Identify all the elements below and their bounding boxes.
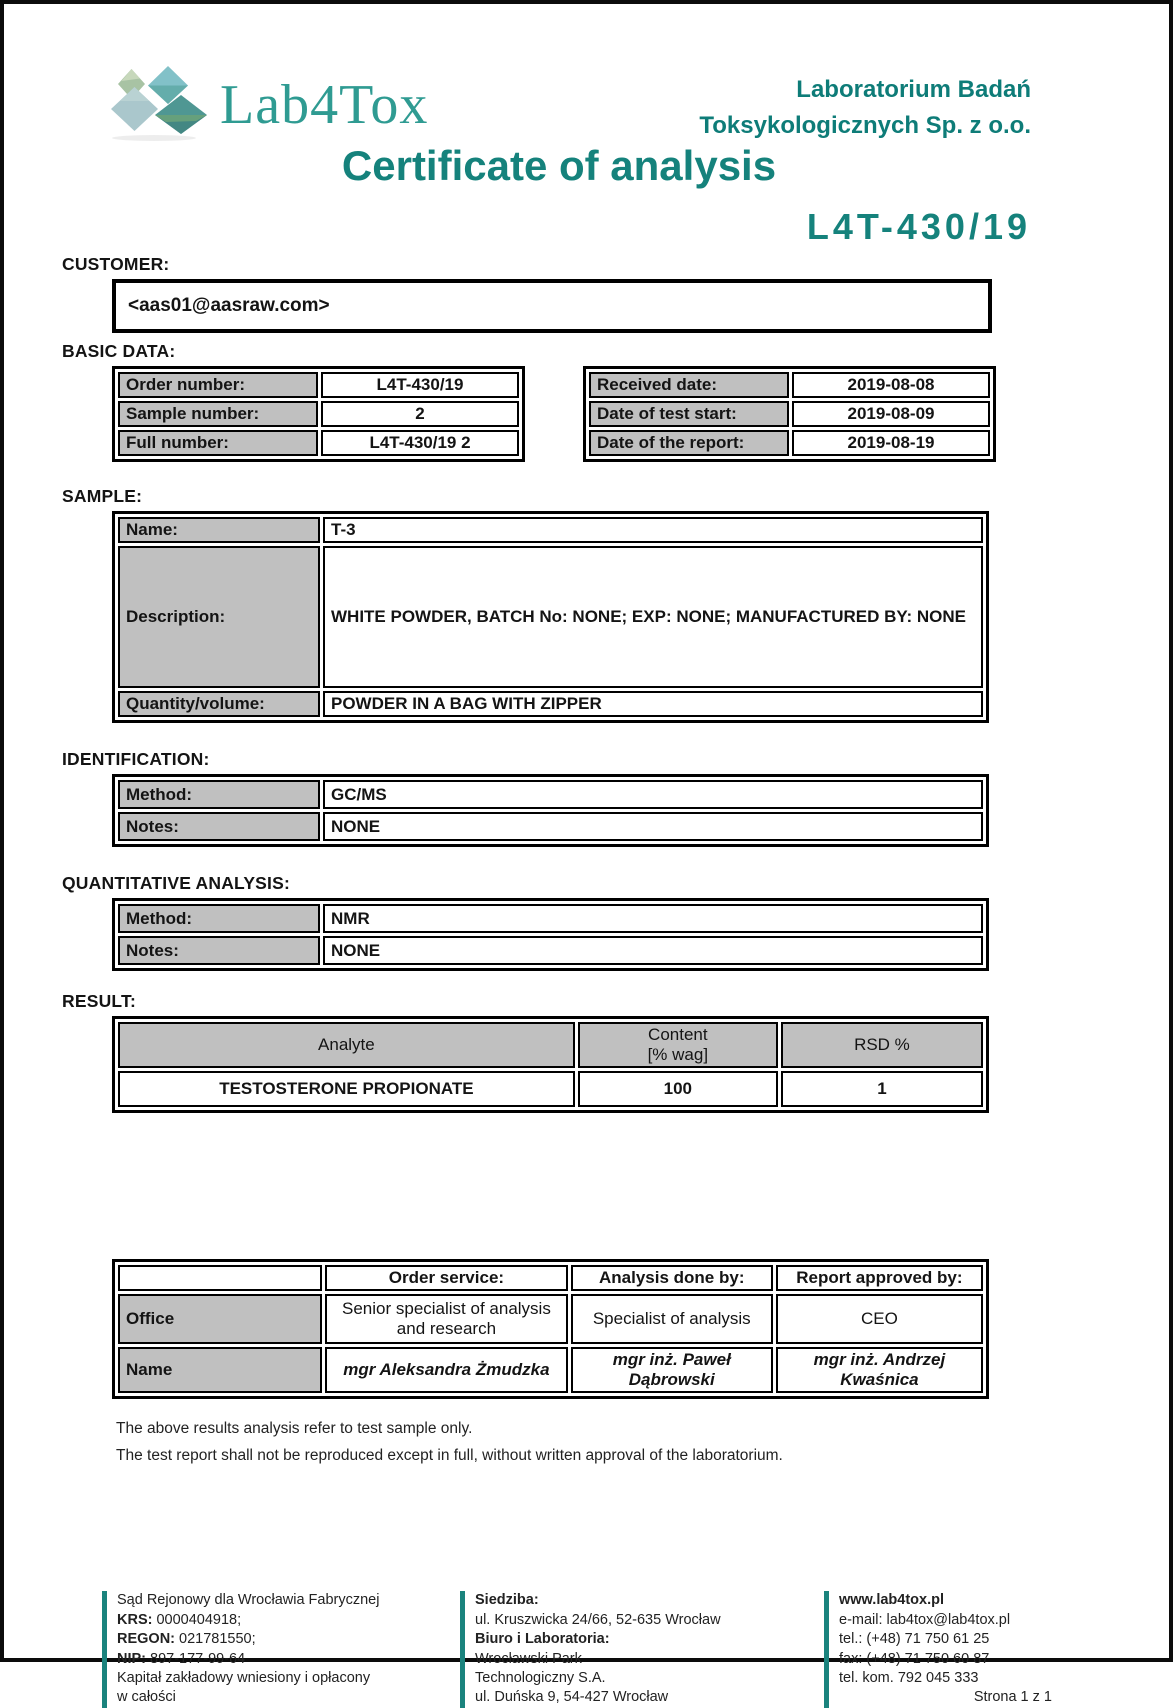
order-service-header: Order service: — [325, 1265, 568, 1291]
table-row — [118, 812, 983, 841]
result-content-value: 100 — [578, 1071, 778, 1107]
test-start-date-label: Date of test start: — [589, 401, 789, 427]
identification-notes-value: NONE — [323, 812, 983, 841]
sample-name-value: T-3 — [323, 517, 983, 543]
received-date-value: 2019-08-08 — [792, 372, 990, 398]
report-date-value: 2019-08-19 — [792, 430, 990, 456]
hq-label: Siedziba: — [475, 1592, 539, 1609]
logo-diamonds-icon — [108, 62, 216, 147]
name-analysis-done-by: mgr inż. Paweł Dąbrowski — [571, 1347, 773, 1393]
table-row — [118, 780, 983, 809]
sample-table — [112, 511, 989, 723]
disclaimer-line2: The test report shall not be reproduced except in full, without written approval of the laboratorium. — [116, 1447, 783, 1465]
sample-quantity-value: POWDER IN A BAG WITH ZIPPER — [323, 691, 983, 717]
sample-number-value: 2 — [321, 401, 519, 427]
header — [4, 4, 1169, 254]
footer-capital-line2: w całości — [117, 1689, 176, 1706]
quantitative-method-label: Method: — [118, 904, 320, 933]
sample-quantity-label: Quantity/volume: — [118, 691, 320, 717]
table-row — [118, 517, 983, 543]
footer-regon-line — [117, 1630, 432, 1649]
result-heading: RESULT: — [62, 991, 136, 1011]
report-date-label: Date of the report: — [589, 430, 789, 456]
office-report-approved-by: CEO — [776, 1294, 983, 1344]
name-order-service: mgr Aleksandra Żmudzka — [325, 1347, 568, 1393]
customer-email: <aas01@aasraw.com> — [128, 295, 330, 316]
result-content-header — [578, 1022, 778, 1068]
order-number-label: Order number: — [118, 372, 318, 398]
nip-value: 897-177-99-64 — [146, 1650, 246, 1667]
signatures-table — [112, 1259, 989, 1399]
telephone: tel.: (+48) 71 750 61 25 — [839, 1631, 990, 1648]
document-title: Certificate of analysis — [341, 142, 777, 189]
result-content-header-line1: Content — [648, 1025, 708, 1044]
table-row — [118, 1071, 983, 1107]
office-address-line2: Technologiczny S.A. — [475, 1669, 606, 1686]
result-analyte-header: Analyte — [118, 1022, 575, 1068]
identification-heading: IDENTIFICATION: — [62, 749, 210, 769]
table-row — [118, 372, 519, 398]
hq-address: ul. Kruszwicka 24/66, 52-635 Wrocław — [475, 1611, 721, 1628]
identification-table — [112, 774, 989, 847]
basic-data-tables — [112, 366, 1169, 462]
email: e-mail: lab4tox@lab4tox.pl — [839, 1611, 1011, 1628]
office-row-label: Office — [118, 1294, 322, 1344]
basic-data-right-table — [583, 366, 996, 462]
table-row — [118, 546, 983, 688]
name-row-label: Name — [118, 1347, 322, 1393]
page-indicator: Strona 1 z 1 — [973, 1689, 1052, 1706]
office-analysis-done-by: Specialist of analysis — [571, 1294, 773, 1344]
received-date-label: Received date: — [589, 372, 789, 398]
table-row — [589, 401, 990, 427]
full-number-value: L4T-430/19 2 — [321, 430, 519, 456]
quantitative-method-value: NMR — [323, 904, 983, 933]
krs-value: 0000404918; — [152, 1611, 242, 1628]
logo-wordmark: Lab4Tox — [220, 73, 429, 136]
report-approved-by-header: Report approved by: — [776, 1265, 983, 1291]
table-row — [118, 1347, 983, 1393]
identification-method-label: Method: — [118, 780, 320, 809]
table-row — [118, 936, 983, 965]
footer-court-line: Sąd Rejonowy dla Wrocławia Fabrycznej — [117, 1592, 380, 1609]
disclaimer — [116, 1415, 1169, 1469]
sample-number-label: Sample number: — [118, 401, 318, 427]
disclaimer-line1: The above results analysis refer to test sample only. — [116, 1420, 473, 1437]
table-row — [118, 401, 519, 427]
footer-krs-line — [117, 1611, 432, 1630]
table-header-row — [118, 1022, 983, 1068]
quantitative-heading: QUANTITATIVE ANALYSIS: — [62, 873, 291, 893]
footer-registry-column — [102, 1591, 432, 1708]
table-row — [589, 372, 990, 398]
result-table — [112, 1016, 989, 1113]
analysis-done-by-header: Analysis done by: — [571, 1265, 773, 1291]
regon-label: REGON: — [117, 1631, 175, 1648]
result-content-header-line2: [% wag] — [647, 1045, 709, 1064]
basic-data-heading: BASIC DATA: — [62, 341, 176, 361]
regon-value: 021781550; — [175, 1631, 256, 1648]
office-address-line3: ul. Duńska 9, 54-427 Wrocław — [475, 1689, 669, 1706]
customer-heading: CUSTOMER: — [62, 254, 170, 274]
signatures-corner-cell — [118, 1265, 322, 1291]
office-order-service: Senior specialist of analysis and research — [325, 1294, 568, 1344]
sample-description-label: Description: — [118, 546, 320, 688]
test-start-date-value: 2019-08-09 — [792, 401, 990, 427]
nip-label: NIP: — [117, 1650, 146, 1667]
footer-nip-line — [117, 1650, 432, 1669]
customer-box — [112, 279, 992, 333]
company-name-line2: Toksykologicznych Sp. z o.o. — [699, 112, 1031, 139]
full-number-label: Full number: — [118, 430, 318, 456]
table-row — [118, 691, 983, 717]
table-row — [118, 904, 983, 933]
result-rsd-value: 1 — [781, 1071, 983, 1107]
sample-heading: SAMPLE: — [62, 486, 143, 506]
table-header-row — [118, 1265, 983, 1291]
identification-notes-label: Notes: — [118, 812, 320, 841]
office-address-line1: Wrocławski Park — [475, 1650, 582, 1667]
name-report-approved-by: mgr inż. Andrzej Kwaśnica — [776, 1347, 983, 1393]
quantitative-notes-value: NONE — [323, 936, 983, 965]
order-number-value: L4T-430/19 — [321, 372, 519, 398]
sample-description-value: WHITE POWDER, BATCH No: NONE; EXP: NONE; MANUFACTURED BY: NONE — [323, 546, 983, 688]
footer-address-column — [460, 1591, 792, 1708]
footer-contact-column — [824, 1591, 1052, 1708]
mobile: tel. kom. 792 045 333 — [839, 1669, 979, 1686]
footer — [102, 1591, 1169, 1708]
table-row — [118, 430, 519, 456]
quantitative-table — [112, 898, 989, 971]
sample-name-label: Name: — [118, 517, 320, 543]
table-row — [118, 1294, 983, 1344]
fax: fax: (+48) 71 750 60 87 — [839, 1650, 990, 1667]
company-name — [699, 72, 1031, 144]
table-row — [589, 430, 990, 456]
quantitative-notes-label: Notes: — [118, 936, 320, 965]
result-rsd-header: RSD % — [781, 1022, 983, 1068]
lab4tox-logo — [108, 62, 428, 147]
footer-capital-line1: Kapitał zakładowy wniesiony i opłacony — [117, 1669, 371, 1686]
website: www.lab4tox.pl — [839, 1592, 945, 1609]
office-lab-label: Biuro i Laboratoria: — [475, 1631, 610, 1648]
krs-label: KRS: — [117, 1611, 153, 1628]
basic-data-left-table — [112, 366, 525, 462]
result-analyte-value: TESTOSTERONE PROPIONATE — [118, 1071, 575, 1107]
identification-method-value: GC/MS — [323, 780, 983, 809]
certificate-number: L4T-430/19 — [806, 206, 1031, 247]
company-name-line1: Laboratorium Badań — [796, 76, 1031, 103]
